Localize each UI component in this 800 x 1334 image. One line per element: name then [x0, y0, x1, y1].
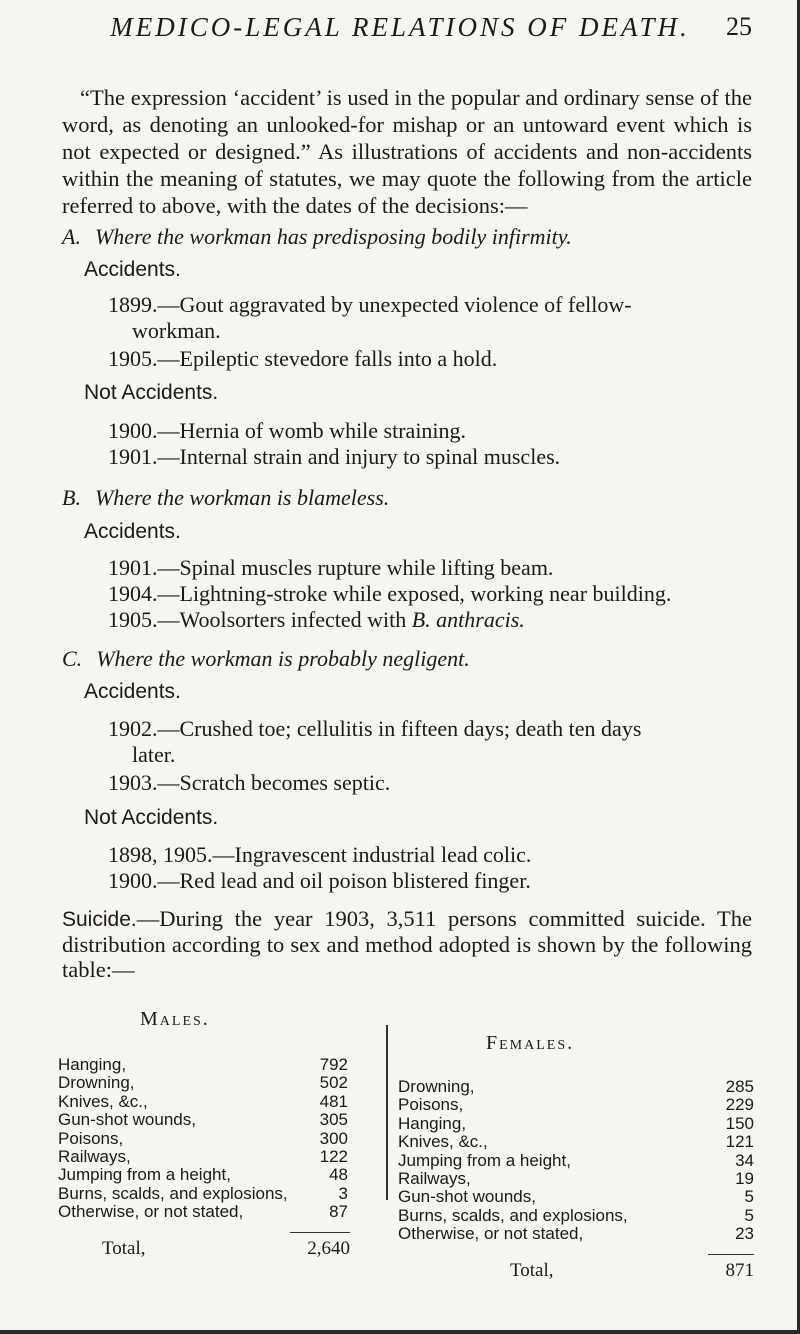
table-row [58, 1056, 348, 1074]
row-label: Railways, [58, 1146, 131, 1166]
entry-text: 1902.—Crushed toe; cellulitis in fifteen days; death ten days [108, 716, 642, 741]
anthracis-species: B. anthracis. [411, 607, 525, 632]
section-a-accident-2 [108, 346, 758, 372]
row-value: 19 [735, 1168, 754, 1188]
table-row [398, 1170, 754, 1188]
section-b-accidents-heading: Accidents. [84, 520, 181, 543]
entry-text: 1905.—Woolsorters infected with [108, 607, 407, 632]
entry-text: 1905.—Epileptic stevedore falls into a hold. [108, 346, 498, 371]
section-a-letter: A. [62, 224, 81, 249]
row-value: 285 [725, 1077, 754, 1096]
page-number: 25 [726, 12, 752, 41]
row-label: Burns, scalds, and explosions, [58, 1183, 288, 1203]
row-value: 300 [319, 1128, 348, 1148]
row-value: 481 [319, 1091, 348, 1111]
section-c-accident-1 [108, 716, 758, 768]
section-b-accident-3 [108, 607, 758, 633]
row-label: Poisons, [58, 1128, 124, 1148]
table-divider [386, 1025, 388, 1200]
row-label: Hanging, [58, 1055, 127, 1074]
section-b-title: Where the workman is blameless. [94, 485, 390, 510]
table-row [58, 1130, 348, 1148]
females-total [510, 1260, 754, 1282]
section-c-not-accident-1: 1898, 1905.—Ingravescent industrial lead colic. [108, 842, 532, 867]
section-c-title: Where the workman is probably negligent. [96, 646, 470, 671]
row-label: Otherwise, or not stated, [398, 1224, 584, 1244]
section-a-accident-1 [108, 292, 758, 344]
row-value: 792 [319, 1055, 348, 1074]
section-b-accident-2: 1904.—Lightning-stroke while exposed, working near building. [108, 581, 672, 606]
row-value: 229 [725, 1095, 754, 1115]
row-value: 23 [735, 1224, 754, 1244]
row-label: Otherwise, or not stated, [58, 1202, 244, 1222]
section-c-letter: C. [62, 646, 83, 671]
section-b-accident-1: 1901.—Spinal muscles rupture while lifting beam. [108, 555, 554, 580]
females-heading: Females. [486, 1032, 575, 1054]
males-total [102, 1238, 350, 1260]
section-a-accidents-heading: Accidents. [84, 258, 181, 281]
row-label: Jumping from a height, [58, 1165, 231, 1185]
section-a-heading [62, 224, 572, 250]
table-row [398, 1133, 754, 1151]
row-label: Gun-shot wounds, [58, 1110, 196, 1130]
row-value: 5 [744, 1187, 754, 1207]
row-label: Poisons, [398, 1095, 464, 1115]
row-label: Gun-shot wounds, [398, 1187, 536, 1207]
entry-continuation: later. [132, 742, 176, 767]
section-a-not-accidents-heading: Not Accidents. [84, 381, 219, 404]
section-c-not-accidents-heading: Not Accidents. [84, 806, 219, 829]
total-value: 2,640 [307, 1238, 350, 1259]
table-row [58, 1148, 348, 1166]
section-c-accidents-heading: Accidents. [84, 680, 181, 703]
table-row [398, 1152, 754, 1170]
row-value: 150 [725, 1113, 754, 1133]
row-label: Drowning, [398, 1077, 475, 1096]
entry-text: 1899.—Gout aggravated by unexpected violence of fellow- [108, 292, 632, 317]
table-row [58, 1111, 348, 1129]
page-header [0, 8, 800, 56]
section-a-not-accident-2: 1901.—Internal strain and injury to spinal muscles. [108, 444, 561, 469]
row-label: Burns, scalds, and explosions, [398, 1205, 628, 1225]
table-row [398, 1207, 754, 1225]
section-a-not-accident-1: 1900.—Hernia of womb while straining. [108, 418, 467, 443]
table-row [398, 1188, 754, 1206]
row-value: 87 [329, 1202, 348, 1222]
row-value: 502 [319, 1073, 348, 1093]
total-label: Total, [102, 1238, 146, 1259]
suicide-paragraph [62, 906, 752, 982]
suicide-text: —During the year 1903, 3,511 persons committed suicide. The distribution according to sex and method adopted is shown by the following table:— [62, 906, 752, 982]
table-row [58, 1074, 348, 1092]
section-b-letter: B. [62, 485, 81, 510]
section-a-title: Where the workman has predisposing bodily infirmity. [94, 224, 572, 249]
row-value: 48 [329, 1165, 348, 1185]
row-value: 5 [744, 1205, 754, 1225]
row-label: Railways, [398, 1168, 471, 1188]
section-c-heading [62, 646, 470, 672]
males-table [58, 1056, 348, 1222]
table-row [398, 1115, 754, 1133]
intro-paragraph [62, 84, 752, 219]
table-row [58, 1203, 348, 1221]
section-c-not-accident-2: 1900.—Red lead and oil poison blistered finger. [108, 868, 531, 893]
row-label: Drowning, [58, 1073, 135, 1093]
total-label: Total, [510, 1260, 554, 1281]
table-row [398, 1225, 754, 1243]
row-label: Jumping from a height, [398, 1150, 571, 1170]
row-value: 3 [338, 1183, 348, 1203]
row-value: 305 [319, 1110, 348, 1130]
total-value: 871 [725, 1260, 754, 1281]
page-edge-bottom [0, 1330, 800, 1334]
intro-text: “The expression ‘accident’ is used in the popular and ordinary sense of the word, as denoting an unlooked-for mishap or an untoward event which is not expected or designed.” As illustrations of accidents and non-accidents within the meaning of statutes, we may quote the following from the article referred to above, with the dates of the decisions:— [62, 85, 752, 218]
table-row [58, 1185, 348, 1203]
row-label: Hanging, [398, 1113, 467, 1133]
males-heading: Males. [140, 1008, 210, 1030]
row-label: Knives, &c., [398, 1132, 488, 1152]
table-row [58, 1093, 348, 1111]
row-value: 121 [725, 1132, 754, 1152]
table-row [398, 1096, 754, 1114]
section-b-heading [62, 485, 389, 511]
row-value: 34 [735, 1150, 754, 1170]
section-c-accident-2: 1903.—Scratch becomes septic. [108, 770, 391, 795]
suicide-lead: Suicide. [62, 908, 137, 931]
row-label: Knives, &c., [58, 1091, 148, 1111]
table-row [58, 1166, 348, 1184]
females-total-rule [708, 1254, 754, 1255]
females-table [398, 1078, 754, 1244]
table-row [398, 1078, 754, 1096]
males-total-rule [290, 1232, 350, 1233]
entry-continuation: workman. [132, 318, 221, 343]
row-value: 122 [319, 1146, 348, 1166]
running-title: MEDICO-LEGAL RELATIONS OF DEATH. [110, 12, 690, 42]
